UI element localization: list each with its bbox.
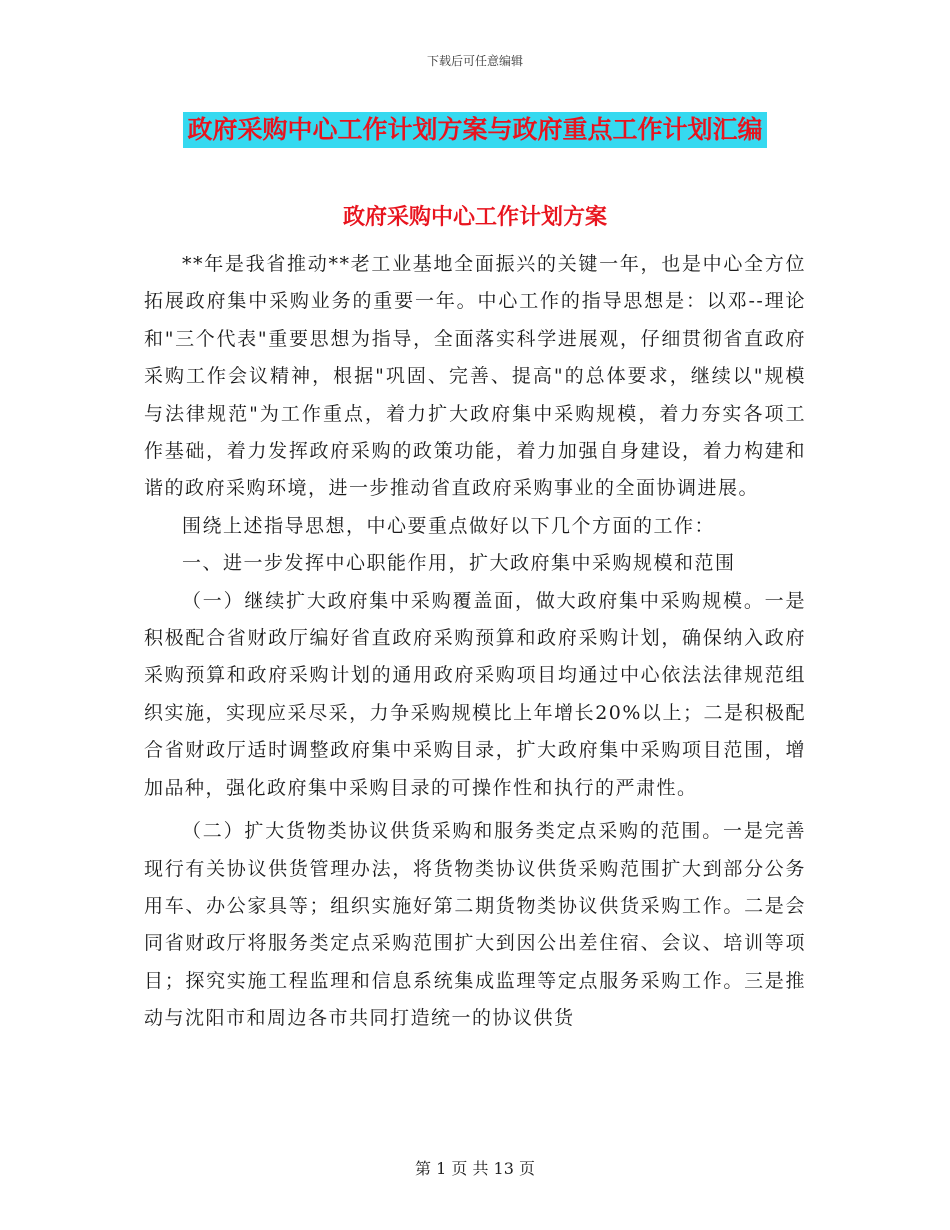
paragraph: 围绕上述指导思想，中心要重点做好以下几个方面的工作： — [182, 514, 716, 537]
main-title-container — [0, 112, 950, 148]
section-title: 政府采购中心工作计划方案 — [342, 204, 607, 230]
main-title: 政府采购中心工作计划方案与政府重点工作计划汇编 — [183, 112, 766, 148]
header-note: 下载后可任意编辑 — [426, 54, 523, 68]
paragraph: （二）扩大货物类协议供货采购和服务类定点采购的范围。一是完善现行有关协议供货管理办法，将货物类协议供货采购范围扩大到部分公务用车、办公家具等；组织实施好第二期货物类协议供货采购工作。二是会同省财政厅将服务类定点采购范围扩大到因公出差住宿、会议、培训等项目；探究实施工程监理和信息系统集成监理等定点服务采购工作。三是推动与沈阳市和周边各市共同打造统一的协议供货 — [144, 820, 806, 1030]
paragraph: **年是我省推动**老工业基地全面振兴的关键一年，也是中心全方位拓展政府集中采购业务的重要一年。中心工作的指导思想是：以邓--理论和"三个代表"重要思想为指导，全面落实科学进展观，仔细贯彻省直政府采购工作会议精神，根据"巩固、完善、提高"的总体要求，继续以"规模与法律规范"为工作重点，着力扩大政府集中采购规模，着力夯实各项工作基础，着力发挥政府采购的政策功能，着力加强自身建设，着力构建和谐的政府采购环境，进一步推动省直政府采购事业的全面协调进展。 — [144, 253, 806, 500]
paragraph: （一）继续扩大政府集中采购覆盖面，做大政府集中采购规模。一是积极配合省财政厅编好省直政府采购预算和政府采购计划，确保纳入政府采购预算和政府采购计划的通用政府采购项目均通过中心依法法律规范组织实施，实现应采尽采，力争采购规模比上年增长20%以上；二是积极配合省财政厅适时调整政府集中采购目录，扩大政府集中采购项目范围，增加品种，强化政府集中采购目录的可操作性和执行的严肃性。 — [144, 589, 806, 799]
paragraph: 一、进一步发挥中心职能作用，扩大政府集中采购规模和范围 — [182, 552, 736, 575]
body-text — [144, 246, 806, 1038]
page-number: 第 1 页 共 13 页 — [415, 1159, 535, 1178]
